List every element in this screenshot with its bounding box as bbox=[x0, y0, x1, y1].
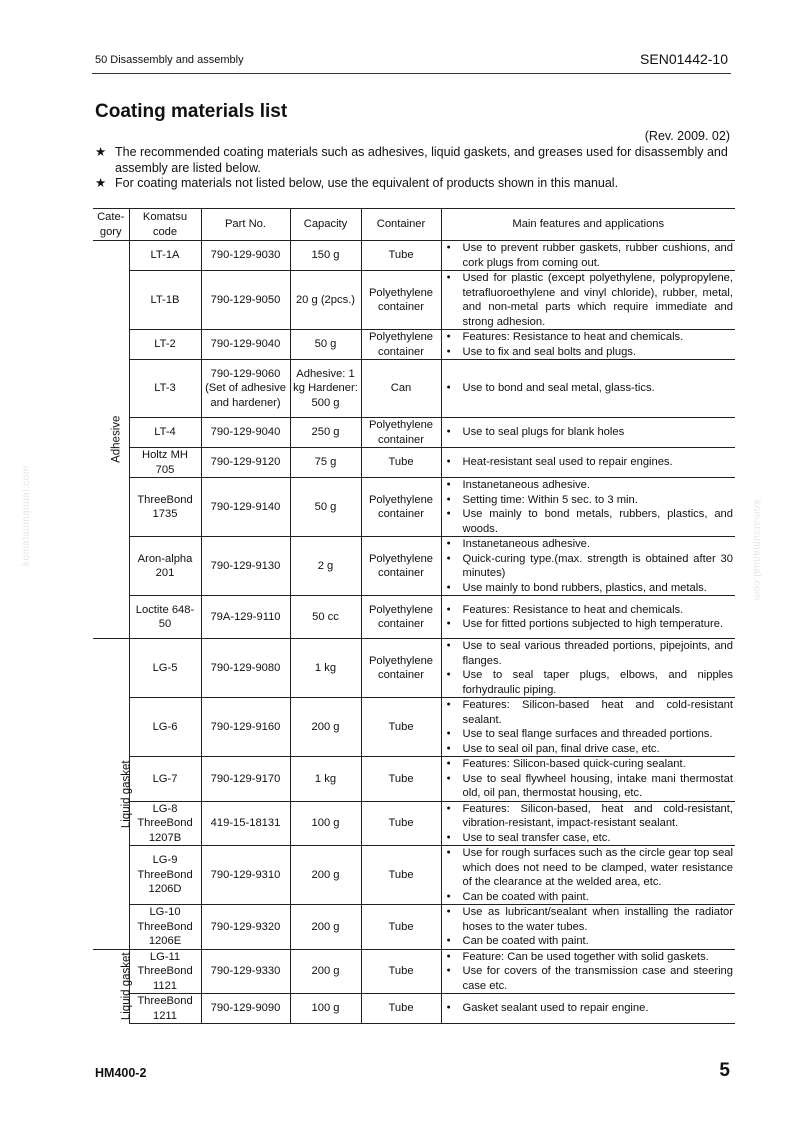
part-cell: 790-129-9080 bbox=[201, 639, 290, 698]
feature-item: ● Use to bond and seal metal, glass-tics. bbox=[442, 381, 734, 396]
code-cell: LG-8 ThreeBond 1207B bbox=[129, 801, 201, 846]
table-body bbox=[93, 241, 735, 1024]
header-part-no: Part No. bbox=[201, 209, 290, 241]
part-cell: 790-129-9040 bbox=[201, 418, 290, 448]
container-cell: Tube bbox=[361, 994, 441, 1024]
feature-item: ● Use to prevent rubber gaskets, rubber cushions, and cork plugs from coming out. bbox=[442, 241, 734, 270]
capacity-cell: 150 g bbox=[290, 241, 361, 271]
container-cell: Polyethylene container bbox=[361, 478, 441, 537]
table-row bbox=[93, 448, 735, 478]
container-cell: Can bbox=[361, 360, 441, 418]
capacity-cell: 50 g bbox=[290, 330, 361, 360]
features-list bbox=[442, 537, 734, 595]
code-cell: LG-9 ThreeBond 1206D bbox=[129, 846, 201, 905]
feature-item: ● Gasket sealant used to repair engine. bbox=[442, 1001, 734, 1016]
feature-item: ● Use to seal flange surfaces and threaded portions. bbox=[442, 727, 734, 742]
features-cell bbox=[441, 478, 735, 537]
part-cell: 419-15-18131 bbox=[201, 801, 290, 846]
category-cell bbox=[93, 949, 133, 1024]
features-cell bbox=[441, 330, 735, 360]
code-cell: LT-2 bbox=[129, 330, 201, 360]
capacity-cell: 75 g bbox=[290, 448, 361, 478]
part-cell: 790-129-9320 bbox=[201, 905, 290, 950]
table-row bbox=[93, 846, 735, 905]
features-cell bbox=[441, 698, 735, 757]
capacity-cell: 1 kg bbox=[290, 757, 361, 802]
feature-item: ● Use to seal taper plugs, elbows, and nipples forhydraulic piping. bbox=[442, 668, 734, 697]
table-row bbox=[93, 757, 735, 802]
header-komatsu-code: Komatsu code bbox=[129, 209, 201, 241]
feature-item: ● Use to seal oil pan, final drive case, etc. bbox=[442, 742, 734, 757]
code-cell: Aron-alpha 201 bbox=[129, 537, 201, 596]
header-category: Cate-gory bbox=[93, 209, 129, 241]
table-row bbox=[93, 478, 735, 537]
feature-item: ● Use as lubricant/sealant when installing the radiator hoses to the water tubes. bbox=[442, 905, 734, 934]
category-label: Liquid gasket bbox=[120, 952, 133, 1021]
table-row bbox=[93, 537, 735, 596]
part-cell: 790-129-9050 bbox=[201, 271, 290, 330]
part-cell: 79A-129-9110 bbox=[201, 596, 290, 639]
page-title: Coating materials list bbox=[95, 101, 288, 122]
part-cell: 790-129-9040 bbox=[201, 330, 290, 360]
part-cell: 790-129-9030 bbox=[201, 241, 290, 271]
code-cell: LT-3 bbox=[129, 360, 201, 418]
container-cell: Polyethylene container bbox=[361, 596, 441, 639]
model-label: HM400-2 bbox=[95, 1066, 147, 1080]
feature-item: ● Heat-resistant seal used to repair engines. bbox=[442, 455, 734, 470]
features-list bbox=[442, 846, 734, 904]
feature-item: ● Features: Silicon-based quick-curing sealant. bbox=[442, 757, 734, 772]
category-label: Adhesive bbox=[110, 415, 123, 464]
features-list bbox=[442, 603, 734, 632]
feature-item: ● Use for covers of the transmission case and steering case etc. bbox=[442, 964, 734, 993]
table-row bbox=[93, 360, 735, 418]
section-header: 50 Disassembly and assembly bbox=[95, 54, 244, 66]
features-list bbox=[442, 757, 734, 801]
features-list bbox=[442, 241, 734, 270]
star-icon: ★ bbox=[95, 145, 107, 159]
feature-item: ● Used for plastic (except polyethylene, polypropylene, tetrafluoroethylene and vinyl chloride), rubber, metal, and non-metal parts which require immediate and strong adhesion. bbox=[442, 271, 734, 329]
capacity-cell: 100 g bbox=[290, 801, 361, 846]
features-list bbox=[442, 381, 734, 396]
notes bbox=[95, 145, 735, 192]
note-text: For coating materials not listed below, use the equivalent of products shown in this manual. bbox=[115, 176, 619, 190]
feature-item: ● Instanetaneous adhesive. bbox=[442, 537, 734, 552]
watermark-right: komatsumanual.com bbox=[751, 500, 762, 601]
features-list bbox=[442, 271, 734, 329]
note-text: The recommended coating materials such as adhesives, liquid gaskets, and greases used for disassembly and assembly are listed below. bbox=[115, 145, 728, 175]
category-cell bbox=[93, 241, 129, 639]
capacity-cell: 1 kg bbox=[290, 639, 361, 698]
container-cell: Polyethylene container bbox=[361, 330, 441, 360]
features-list bbox=[442, 1001, 734, 1016]
feature-item: ● Use mainly to bond metals, rubbers, plastics, and woods. bbox=[442, 507, 734, 536]
features-cell bbox=[441, 757, 735, 802]
capacity-cell: 50 cc bbox=[290, 596, 361, 639]
code-cell: ThreeBond 1211 bbox=[129, 994, 201, 1024]
features-cell bbox=[441, 994, 735, 1024]
feature-item: ● Use to seal various threaded portions, pipejoints, and flanges. bbox=[442, 639, 734, 668]
watermark-left: komatsumanual.com bbox=[21, 465, 32, 566]
features-list bbox=[442, 698, 734, 756]
code-cell: LG-7 bbox=[129, 757, 201, 802]
features-list bbox=[442, 802, 734, 846]
container-cell: Tube bbox=[361, 698, 441, 757]
table-row bbox=[93, 330, 735, 360]
features-list bbox=[442, 905, 734, 949]
category-cell bbox=[93, 639, 133, 950]
container-cell: Polyethylene container bbox=[361, 639, 441, 698]
features-list bbox=[442, 330, 734, 359]
part-cell: 790-129-9140 bbox=[201, 478, 290, 537]
table-row bbox=[93, 271, 735, 330]
capacity-cell: 200 g bbox=[290, 949, 361, 994]
note-item bbox=[95, 176, 735, 192]
container-cell: Polyethylene container bbox=[361, 537, 441, 596]
features-cell bbox=[441, 241, 735, 271]
header-capacity: Capacity bbox=[290, 209, 361, 241]
part-cell: 790-129-9170 bbox=[201, 757, 290, 802]
container-cell: Polyethylene container bbox=[361, 271, 441, 330]
feature-item: ● Use for fitted portions subjected to high temperature. bbox=[442, 617, 734, 632]
container-cell: Tube bbox=[361, 801, 441, 846]
capacity-cell: 200 g bbox=[290, 905, 361, 950]
features-cell bbox=[441, 905, 735, 950]
feature-item: ● Can be coated with paint. bbox=[442, 934, 734, 949]
table-row bbox=[93, 698, 735, 757]
page-number: 5 bbox=[719, 1060, 730, 1081]
container-cell: Tube bbox=[361, 448, 441, 478]
code-cell: LG-6 bbox=[129, 698, 201, 757]
features-list bbox=[442, 455, 734, 470]
features-cell bbox=[441, 418, 735, 448]
features-cell bbox=[441, 537, 735, 596]
code-cell: ThreeBond 1735 bbox=[129, 478, 201, 537]
features-cell bbox=[441, 448, 735, 478]
features-list bbox=[442, 425, 734, 440]
container-cell: Tube bbox=[361, 949, 441, 994]
code-cell: Holtz MH 705 bbox=[129, 448, 201, 478]
features-cell bbox=[441, 271, 735, 330]
part-cell: 790-129-9090 bbox=[201, 994, 290, 1024]
feature-item: ● Use to seal plugs for blank holes bbox=[442, 425, 734, 440]
feature-item: ● Features: Silicon-based heat and cold-resistant sealant. bbox=[442, 698, 734, 727]
feature-item: ● Use to seal transfer case, etc. bbox=[442, 831, 734, 846]
part-cell: 790-129-9120 bbox=[201, 448, 290, 478]
feature-item: ● Instanetaneous adhesive. bbox=[442, 478, 734, 493]
header-rule bbox=[92, 73, 731, 74]
container-cell: Polyethylene container bbox=[361, 418, 441, 448]
feature-item: ● Use mainly to bond rubbers, plastics, and metals. bbox=[442, 581, 734, 596]
table-row bbox=[93, 596, 735, 639]
container-cell: Tube bbox=[361, 905, 441, 950]
table-row bbox=[93, 639, 735, 698]
header-container: Container bbox=[361, 209, 441, 241]
code-cell: LG-5 bbox=[129, 639, 201, 698]
feature-item: ● Use to seal flywheel housing, intake mani thermostat old, oil pan, thermostat housing, etc. bbox=[442, 772, 734, 801]
part-cell: 790-129-9160 bbox=[201, 698, 290, 757]
feature-item: ● Setting time: Within 5 sec. to 3 min. bbox=[442, 493, 734, 508]
part-cell: 790-129-9310 bbox=[201, 846, 290, 905]
code-cell: LT-4 bbox=[129, 418, 201, 448]
star-icon: ★ bbox=[95, 176, 107, 190]
code-cell: LG-10 ThreeBond 1206E bbox=[129, 905, 201, 950]
feature-item: ● Features: Resistance to heat and chemicals. bbox=[442, 603, 734, 618]
table-row bbox=[93, 994, 735, 1024]
capacity-cell: 20 g (2pcs.) bbox=[290, 271, 361, 330]
features-cell bbox=[441, 596, 735, 639]
note-item bbox=[95, 145, 735, 176]
features-list bbox=[442, 639, 734, 697]
container-cell: Tube bbox=[361, 846, 441, 905]
container-cell: Tube bbox=[361, 241, 441, 271]
feature-item: ● Feature: Can be used together with solid gaskets. bbox=[442, 950, 734, 965]
category-label: Liquid gasket bbox=[120, 759, 133, 828]
capacity-cell: 2 g bbox=[290, 537, 361, 596]
code-cell: Loctite 648-50 bbox=[129, 596, 201, 639]
table-header-row bbox=[93, 209, 735, 241]
feature-item: ● Features: Silicon-based, heat and cold-resistant, vibration-resistant, impact-resistant sealant. bbox=[442, 802, 734, 831]
features-cell bbox=[441, 639, 735, 698]
code-cell: LG-11 ThreeBond 1121 bbox=[129, 949, 201, 994]
table-row bbox=[93, 418, 735, 448]
table-row bbox=[93, 905, 735, 950]
part-cell: 790-129-9130 bbox=[201, 537, 290, 596]
capacity-cell: 100 g bbox=[290, 994, 361, 1024]
code-cell: LT-1B bbox=[129, 271, 201, 330]
features-cell bbox=[441, 801, 735, 846]
document-code: SEN01442-10 bbox=[640, 51, 728, 67]
header-features: Main features and applications bbox=[441, 209, 735, 241]
container-cell: Tube bbox=[361, 757, 441, 802]
table-row bbox=[93, 241, 735, 271]
table-row bbox=[93, 949, 735, 994]
coating-materials-table bbox=[93, 208, 735, 1024]
capacity-cell: 250 g bbox=[290, 418, 361, 448]
feature-item: ● Features: Resistance to heat and chemicals. bbox=[442, 330, 734, 345]
features-list bbox=[442, 478, 734, 536]
capacity-cell: 50 g bbox=[290, 478, 361, 537]
part-cell: 790-129-9330 bbox=[201, 949, 290, 994]
capacity-cell: 200 g bbox=[290, 846, 361, 905]
revision-label: (Rev. 2009. 02) bbox=[644, 129, 730, 143]
features-cell bbox=[441, 949, 735, 994]
feature-item: ● Use to fix and seal bolts and plugs. bbox=[442, 345, 734, 360]
table-row bbox=[93, 801, 735, 846]
features-cell bbox=[441, 360, 735, 418]
code-cell: LT-1A bbox=[129, 241, 201, 271]
features-cell bbox=[441, 846, 735, 905]
feature-item: ● Quick-curing type.(max. strength is obtained after 30 minutes) bbox=[442, 552, 734, 581]
capacity-cell: 200 g bbox=[290, 698, 361, 757]
feature-item: ● Can be coated with paint. bbox=[442, 890, 734, 905]
feature-item: ● Use for rough surfaces such as the circle gear top seal which does not need to be clamped, water resistance of the clearance at the welded area, etc. bbox=[442, 846, 734, 890]
features-list bbox=[442, 950, 734, 994]
part-cell: 790-129-9060 (Set of adhesive and hardener) bbox=[201, 360, 290, 418]
capacity-cell: Adhesive: 1 kg Hardener: 500 g bbox=[290, 360, 361, 418]
